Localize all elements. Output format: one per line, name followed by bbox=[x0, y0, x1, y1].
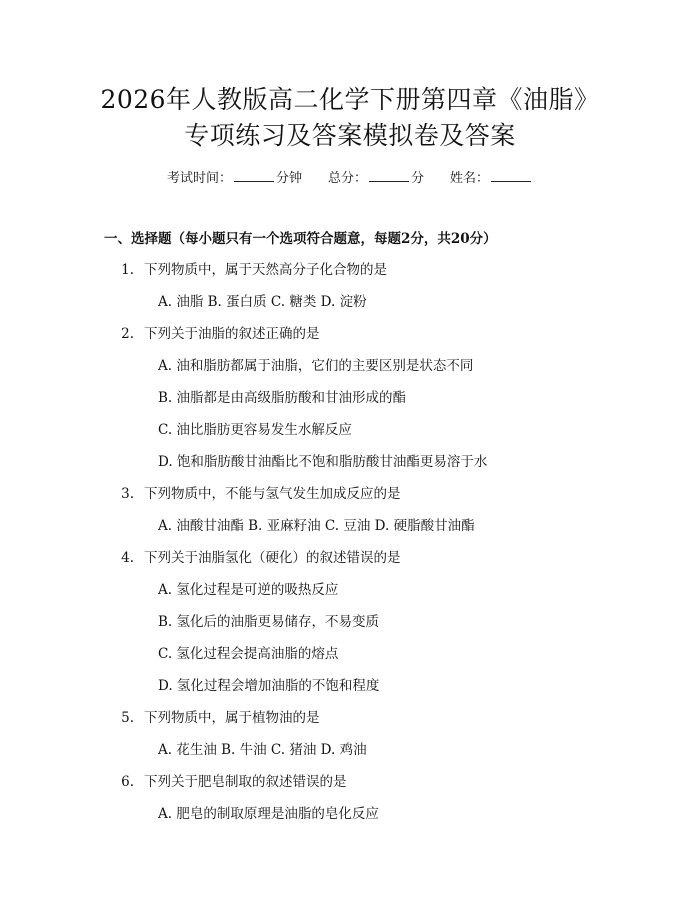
page-title-line-1: 2026年人教版高二化学下册第四章《油脂》 bbox=[100, 85, 600, 114]
section-heading: 一、选择题（每小题只有一个选项符合题意，每题2分，共20分） bbox=[104, 231, 497, 247]
question-4-option-d: D. 氢化过程会增加油脂的不饱和程度 bbox=[158, 678, 380, 694]
question-number: 2. bbox=[121, 326, 134, 342]
question-4 bbox=[114, 548, 614, 568]
question-5-options: A. 花生油 B. 牛油 C. 猪油 D. 鸡油 bbox=[158, 742, 367, 758]
question-text: 下列物质中，属于天然高分子化合物的是 bbox=[144, 262, 387, 278]
question-2-option-a: A. 油和脂肪都属于油脂，它们的主要区别是状态不同 bbox=[158, 358, 474, 374]
question-text: 下列关于肥皂制取的叙述错误的是 bbox=[144, 774, 347, 790]
question-text: 下列关于油脂氢化（硬化）的叙述错误的是 bbox=[144, 550, 401, 566]
question-number: 1. bbox=[121, 262, 134, 278]
question-1-options: A. 油脂 B. 蛋白质 C. 糖类 D. 淀粉 bbox=[158, 294, 367, 310]
question-5 bbox=[114, 708, 614, 728]
question-number: 3. bbox=[121, 486, 134, 502]
question-2-option-d: D. 饱和脂肪酸甘油酯比不饱和脂肪酸甘油酯更易溶于水 bbox=[158, 454, 488, 470]
question-text: 下列物质中，属于植物油的是 bbox=[144, 710, 320, 726]
score-unit: 分 bbox=[411, 171, 425, 186]
time-label: 考试时间： bbox=[166, 171, 232, 186]
question-4-option-b: B. 氢化后的油脂更易储存，不易变质 bbox=[158, 614, 380, 630]
question-3 bbox=[114, 484, 614, 504]
question-2-option-b: B. 油脂都是由高级脂肪酸和甘油形成的酯 bbox=[158, 390, 407, 406]
time-unit: 分钟 bbox=[275, 171, 302, 186]
question-6-option-a: A. 肥皂的制取原理是油脂的皂化反应 bbox=[158, 806, 379, 822]
question-2 bbox=[114, 324, 614, 344]
question-6 bbox=[114, 772, 614, 792]
question-3-options: A. 油酸甘油酯 B. 亚麻籽油 C. 豆油 D. 硬脂酸甘油酯 bbox=[158, 518, 475, 534]
score-blank bbox=[369, 168, 409, 182]
question-number: 4. bbox=[121, 550, 134, 566]
question-text: 下列物质中，不能与氢气发生加成反应的是 bbox=[144, 486, 401, 502]
question-number: 6. bbox=[121, 774, 134, 790]
name-label: 姓名： bbox=[450, 171, 490, 186]
name-blank bbox=[491, 168, 531, 182]
question-4-option-a: A. 氢化过程是可逆的吸热反应 bbox=[158, 582, 339, 598]
question-1 bbox=[114, 260, 614, 280]
question-4-option-c: C. 氢化过程会提高油脂的熔点 bbox=[158, 646, 339, 662]
page-title-line-2: 专项练习及答案模拟卷及答案 bbox=[184, 121, 516, 150]
score-label: 总分： bbox=[327, 171, 367, 186]
exam-meta bbox=[0, 168, 700, 189]
question-2-option-c: C. 油比脂肪更容易发生水解反应 bbox=[158, 422, 352, 438]
time-blank bbox=[234, 168, 274, 182]
question-number: 5. bbox=[121, 710, 134, 726]
question-text: 下列关于油脂的叙述正确的是 bbox=[144, 326, 320, 342]
